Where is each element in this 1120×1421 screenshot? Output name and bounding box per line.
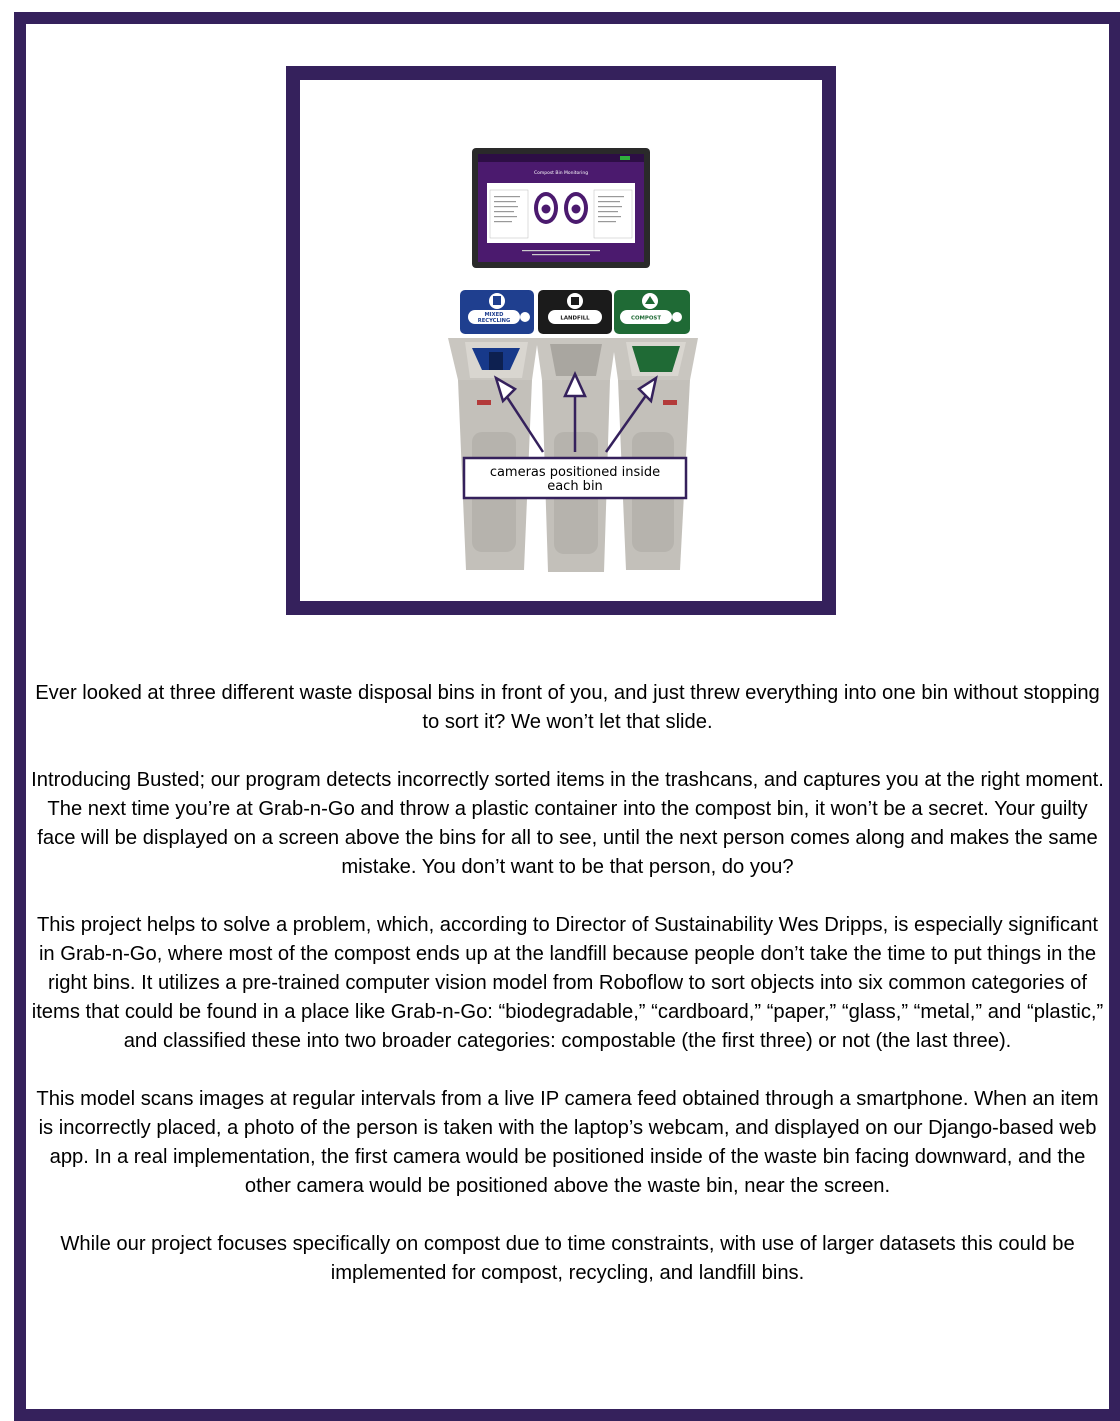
- bin-label-line: RECYCLING: [477, 318, 511, 324]
- paragraph-intro: Ever looked at three different waste disposal bins in front of you, and just threw everything into one bin without stopping to sort it? We won’t let that slide.: [35, 682, 1100, 733]
- callout-box: [464, 458, 686, 498]
- callout-text-line: cameras positioned inside: [489, 465, 661, 480]
- paragraph-problem: This project helps to solve a problem, which, according to Director of Sustainability Wes Dripps, is especially significant in Grab-n-Go, where most of the compost ends up at the landfill because people don’t take the time to put things in the right bins. It utilizes a pre-trained computer vision model from Roboflow to sort objects into six common categories of items that could be found in a place like Grab-n-Go: “biodegradable,” “cardboard,” “paper,” “glass,” “metal,” and “plastic,” and classified these into two broader categories: compostable (the first three) or not (the last three).: [31, 914, 1104, 1052]
- bin-label-line: COMPOST: [631, 315, 661, 322]
- callout-text-line: each bin: [547, 479, 603, 494]
- paragraph-busted: Introducing Busted; our program detects incorrectly sorted items in the trashcans, and captures you at the right moment. The next time you’re at Grab-n-Go and throw a plastic container into the compost bin, it won’t be a secret. Your guilty face will be displayed on a screen above the bins for all to see, until the next person comes along and makes the same mistake. You don’t want to be that person, do you?: [31, 769, 1104, 878]
- bins-illustration: [300, 80, 822, 601]
- monitor-screen: [472, 148, 650, 268]
- page-frame: [14, 12, 1120, 1421]
- bin-compost: [612, 290, 698, 570]
- paragraph-future: While our project focuses specifically on compost due to time constraints, with use of larger datasets this could be implemented for compost, recycling, and landfill bins.: [60, 1233, 1075, 1284]
- bin-label-line: MIXED: [484, 312, 504, 318]
- bin-mixed-recycling: [448, 290, 538, 570]
- article-body: [30, 679, 1105, 1317]
- bin-label-line: LANDFILL: [560, 315, 590, 322]
- paragraph-model: This model scans images at regular intervals from a live IP camera feed obtained through a smartphone. When an item is incorrectly placed, a photo of the person is taken with the laptop’s webcam, and displayed on our Django-based web app. In a real implementation, the first camera would be positioned inside of the waste bin facing downward, and the other camera would be positioned above the waste bin, near the screen.: [36, 1088, 1099, 1197]
- figure-frame: [286, 66, 836, 615]
- screen-header-title: Compost Bin Monitoring: [533, 171, 589, 176]
